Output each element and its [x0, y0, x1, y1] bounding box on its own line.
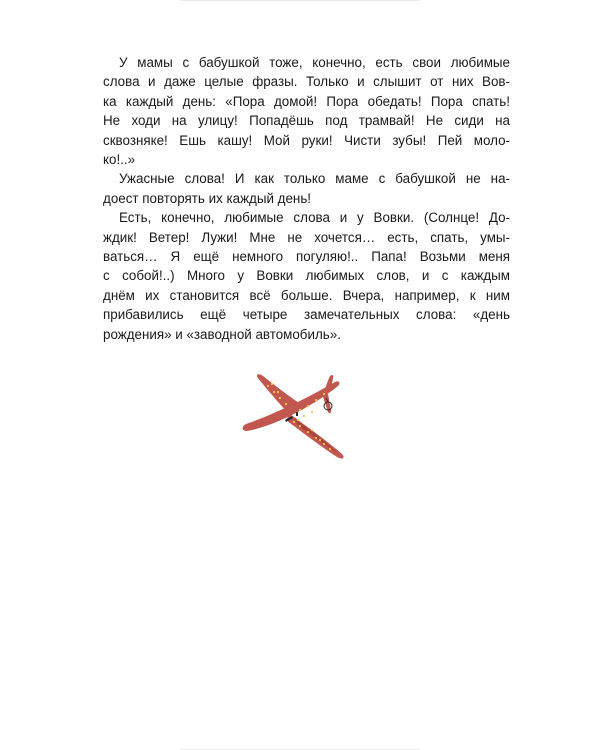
text-line: слова и даже целые фразы. Только и слышит от них Вов-	[103, 74, 510, 90]
text-line: ждик! Ветер! Лужи! Мне не хочется… есть, спать, умы-	[103, 229, 510, 245]
text-line: доест повторять их каждый день!	[103, 190, 312, 206]
plane-dot	[277, 391, 279, 393]
text-line: сквозняке! Ешь кашу! Мой руки! Чисти зубы! Пей моло-	[103, 132, 510, 148]
text-line: Не ходи на улицу! Попадёшь под трамвай! Не сиди на	[103, 113, 510, 129]
plane-dot	[299, 409, 301, 411]
toy-airplane-icon	[238, 366, 360, 468]
plane-dot	[311, 429, 313, 431]
text-line: ка каждый день: «Пора домой! Пора обедать! Пора спать!	[103, 93, 510, 109]
plane-wing-upper	[257, 374, 304, 413]
plane-wing-shadow	[294, 418, 338, 453]
plane-dot	[307, 431, 309, 433]
plane-dot	[293, 421, 295, 423]
text-line: У мамы с бабушкой тоже, конечно, есть свои любимые	[119, 55, 510, 70]
paragraph-1	[103, 53, 510, 169]
story-text	[103, 53, 510, 344]
plane-dot	[273, 391, 275, 393]
plane-dot	[329, 448, 331, 450]
plane-dot	[279, 397, 281, 399]
plane-dot	[315, 399, 317, 401]
plane-dot	[285, 403, 287, 405]
text-line: ваться… Я ещё немного погуляю!.. Папа! Возьми меня	[103, 249, 510, 265]
plane-dot	[267, 385, 269, 387]
text-line: днём их становится всё больше. Вчера, например, к ним	[103, 287, 510, 303]
plane-cockpit-mark	[296, 412, 298, 416]
plane-dot	[315, 437, 317, 439]
text-line: Есть, конечно, любимые слова и у Вовки. (Солнце! До-	[119, 210, 510, 226]
text-line: Ужасные слова! И как только маме с бабушкой не на-	[119, 171, 510, 187]
plane-dot	[297, 419, 299, 421]
page-edge-top	[180, 0, 420, 1]
text-line: прибавились ещё четыре замечательных слова: «день	[103, 307, 510, 323]
plane-dot	[319, 439, 321, 441]
plane-dot	[307, 405, 309, 407]
plane-dot	[323, 443, 325, 445]
paragraph-2	[103, 169, 510, 208]
plane-dot	[303, 415, 305, 417]
plane-dot	[311, 411, 313, 413]
text-line: с собой!..) Много у Вовки любимых слов, и с каждым	[103, 268, 510, 284]
plane-dot	[299, 425, 301, 427]
text-line: ко!..»	[103, 152, 136, 168]
paragraph-3	[103, 208, 510, 344]
text-line: рождения» и «заводной автомобиль».	[103, 326, 341, 342]
plane-dot	[323, 393, 325, 395]
plane-dot	[271, 383, 273, 385]
